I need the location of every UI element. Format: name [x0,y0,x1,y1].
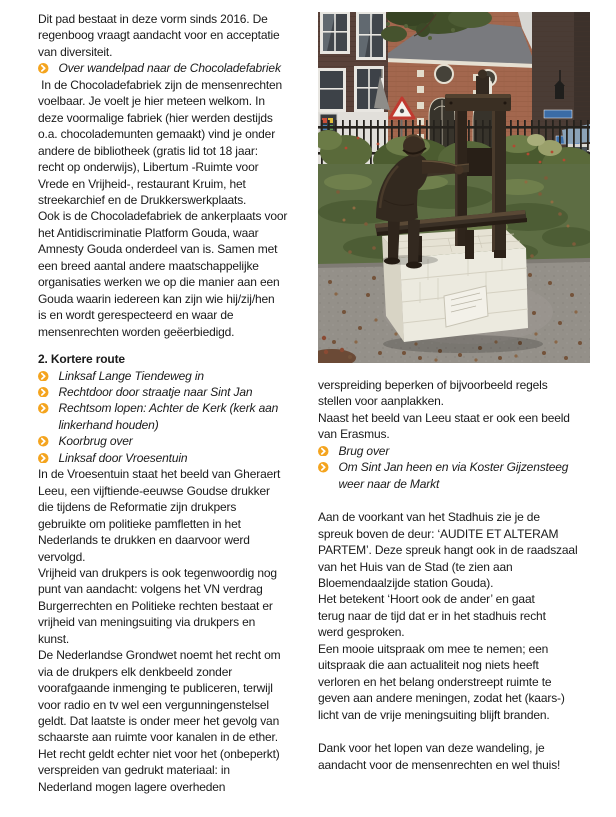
text-line: Dit pad bestaat in deze vorm sinds 2016. De [38,12,268,26]
route-bullet-item [38,433,310,449]
text-line: voorafgaande inmenging te publiceren, terwijl [38,681,273,696]
route-bullet-item [38,400,310,433]
paragraph [318,509,592,723]
route-bullet-item [38,60,310,76]
route-bullet-item [38,368,310,384]
text-line: verloren en het belang onderstreept ruimte te [318,674,552,689]
bullet-text [339,459,569,492]
text-line: kunst. [38,631,70,646]
street-sign [544,110,572,118]
text-line: uitspraak die aan actualiteit nog niets heeft [318,658,539,673]
text-line: Nederlands te drukken en daarvoor werd [38,533,250,548]
text-line: Het betekent ‘Hoort ook de ander’ en gaat [318,592,535,607]
right-text-column [318,377,592,773]
bullet-text [59,450,188,466]
bullet-text [59,433,133,449]
text-line: een breed aantal andere maatschappelijke [38,258,259,273]
text-line: spreuk boven de deur: ‘AUDITE ET ALTERAM [318,526,559,541]
text-line: PARTEM’. Deze spreuk hangt ook in de raadszaal [318,543,578,558]
text-line: Aan de voorkant van het Stadhuis zie je de [318,510,540,525]
statue-photo-figure [318,12,590,363]
section-heading: 2. Kortere route [38,352,125,367]
text-line: Rechtsom lopen: Achter de Kerk (kerk aan [58,401,279,416]
text-line: recht op onderwijs), Libertum -Ruimte voor [38,160,259,175]
text-line: Ook is de Chocoladefabriek de ankerplaats voor [38,209,288,224]
paragraph-spacer [318,492,592,509]
arrow-bullet-icon [38,387,49,398]
text-line: geldt. Dat laatste is onder meer het gevolg van [38,714,280,729]
paragraph [38,77,310,340]
text-line: Amnesty Gouda onderdeel van is. Samen met [38,242,278,257]
text-line: het Antidiscriminatie Platform Gouda, waar [38,225,259,240]
text-line: Koorbrug over [58,434,133,449]
text-line: deze voormalige fabriek (hier werden destijds [38,110,273,125]
text-line: Rechtdoor door straatje naar Sint Jan [58,384,253,399]
text-line: De Nederlandse Grondwet noemt het recht om [38,648,281,663]
text-line: terug naar de tijd dat er in het stadhuis recht [318,608,546,623]
paragraph [38,11,310,60]
arrow-bullet-icon [318,462,329,473]
text-line: geven aan andere meningen, zodat het (kaars-) [318,691,565,706]
text-line: Over wandelpad naar de Chocoladefabriek [58,61,281,76]
arrow-bullet-icon [318,446,329,457]
text-line: van het Huis van de Stad (te zien aan [318,559,513,574]
bullet-text [59,60,281,76]
text-line: streekarchief en de Drukkerswerkplaats. [38,192,247,207]
text-line: Nederland mogen lagere overheden [38,779,226,794]
text-line: vervolgd. [38,549,86,564]
text-line: organisaties werken we op die manier aan een [38,275,280,290]
text-line: van diversiteit. [38,44,113,59]
text-line: vrijheid van meningsuiting via drukpers en [38,615,256,630]
route-bullet-item [38,450,310,466]
text-line: licht van de vrije meningsuiting blijft branden. [318,707,550,722]
left-text-column [38,11,310,795]
text-line: Brug over [338,443,390,458]
text-line: Het recht geldt echter niet voor het (onbeperkt) [38,746,280,761]
text-line: Vrede en Vrijheid-, restaurant Kruim, het [38,176,246,191]
oculus-window [435,65,453,83]
text-line: Burgerrechten en Politieke rechten bestaat er [38,598,273,613]
route-bullet-item [318,459,592,492]
text-line: mensenrechten worden geëerbiedigd. [38,324,235,339]
paragraph [318,740,592,773]
text-line: Vrijheid van drukpers is ook tegenwoordig nog [38,565,277,580]
text-line: voelbaar. Je voelt je hier meteen welkom. In [38,94,265,109]
text-line: van Erasmus. [318,427,390,442]
paragraph-spacer [318,723,592,740]
route-bullet-item [38,384,310,400]
bullet-text [339,443,390,459]
text-line: is en wordt gerespecteerd en waar de [38,308,234,323]
text-line: voor radio en tv wel een vergunningenstelsel [38,697,269,712]
arrow-bullet-icon [38,63,49,74]
text-line: Leeu, een vijftiende-eeuwse Goudse drukker [38,483,270,498]
text-line: Naast het beeld van Leeu staat er ook een beeld [318,410,570,425]
text-line: stellen voor aanplakken. [318,394,444,409]
text-line: verspreiding beperken of bijvoorbeeld regels [318,378,548,392]
arrow-bullet-icon [38,371,49,382]
text-line: Dank voor het lopen van deze wandeling, je [318,741,545,756]
arrow-bullet-icon [38,453,49,464]
text-line: gebruikte om politieke pamfletten in het [38,516,241,531]
text-line: Om Sint Jan heen en via Koster Gijzensteeg [338,460,569,475]
route-bullet-item [318,443,592,459]
text-line: Een mooie uitspraak om mee te nemen; een [318,641,549,656]
paragraph-spacer [38,340,310,351]
paragraph [318,377,592,443]
text-line: Gouda waarin iedereen kan zijn wie hij/zij/hen [38,291,275,306]
arrow-bullet-icon [38,403,49,414]
paragraph [38,466,310,795]
text-line: regenboog vraagt aandacht voor en acceptatie [38,28,280,43]
text-line: andere de bibliotheek (gratis lid tot 18 jaar: [38,143,258,158]
text-line: punt van aandacht: volgens het VN verdrag [38,582,263,597]
text-line: linkerhand houden) [58,417,159,432]
text-line: Linksaf Lange Tiendeweg in [58,368,204,383]
text-line: weer naar de Markt [338,476,440,491]
statue-photo [318,12,590,363]
text-line: o.a. chocolademunten gemaakt) vind je onder [38,127,276,142]
bullet-text [59,400,279,433]
text-line: In de Vroesentuin staat het beeld van Gheraert [38,467,281,482]
bullet-text [59,368,204,384]
text-line: In de Chocoladefabriek zijn de mensenrechten [38,77,283,92]
bullet-text [59,384,253,400]
text-line: verspreiden van gedrukt materiaal: in [38,763,230,778]
text-line: schaarste aan ruimte voor kanalen in de ether. [38,730,278,745]
text-line: Linksaf door Vroesentuin [58,450,188,465]
text-line: die tijdens de Reformatie zijn drukpers [38,500,237,515]
arrow-bullet-icon [38,436,49,447]
text-line: via de drukpers elk denkbeeld zonder [38,664,233,679]
text-line: werd gesproken. [318,625,405,640]
text-line: aandacht voor de mensenrechten en wel thuis! [318,757,561,772]
text-line: Bloemendaalzijde station Gouda). [318,575,494,590]
